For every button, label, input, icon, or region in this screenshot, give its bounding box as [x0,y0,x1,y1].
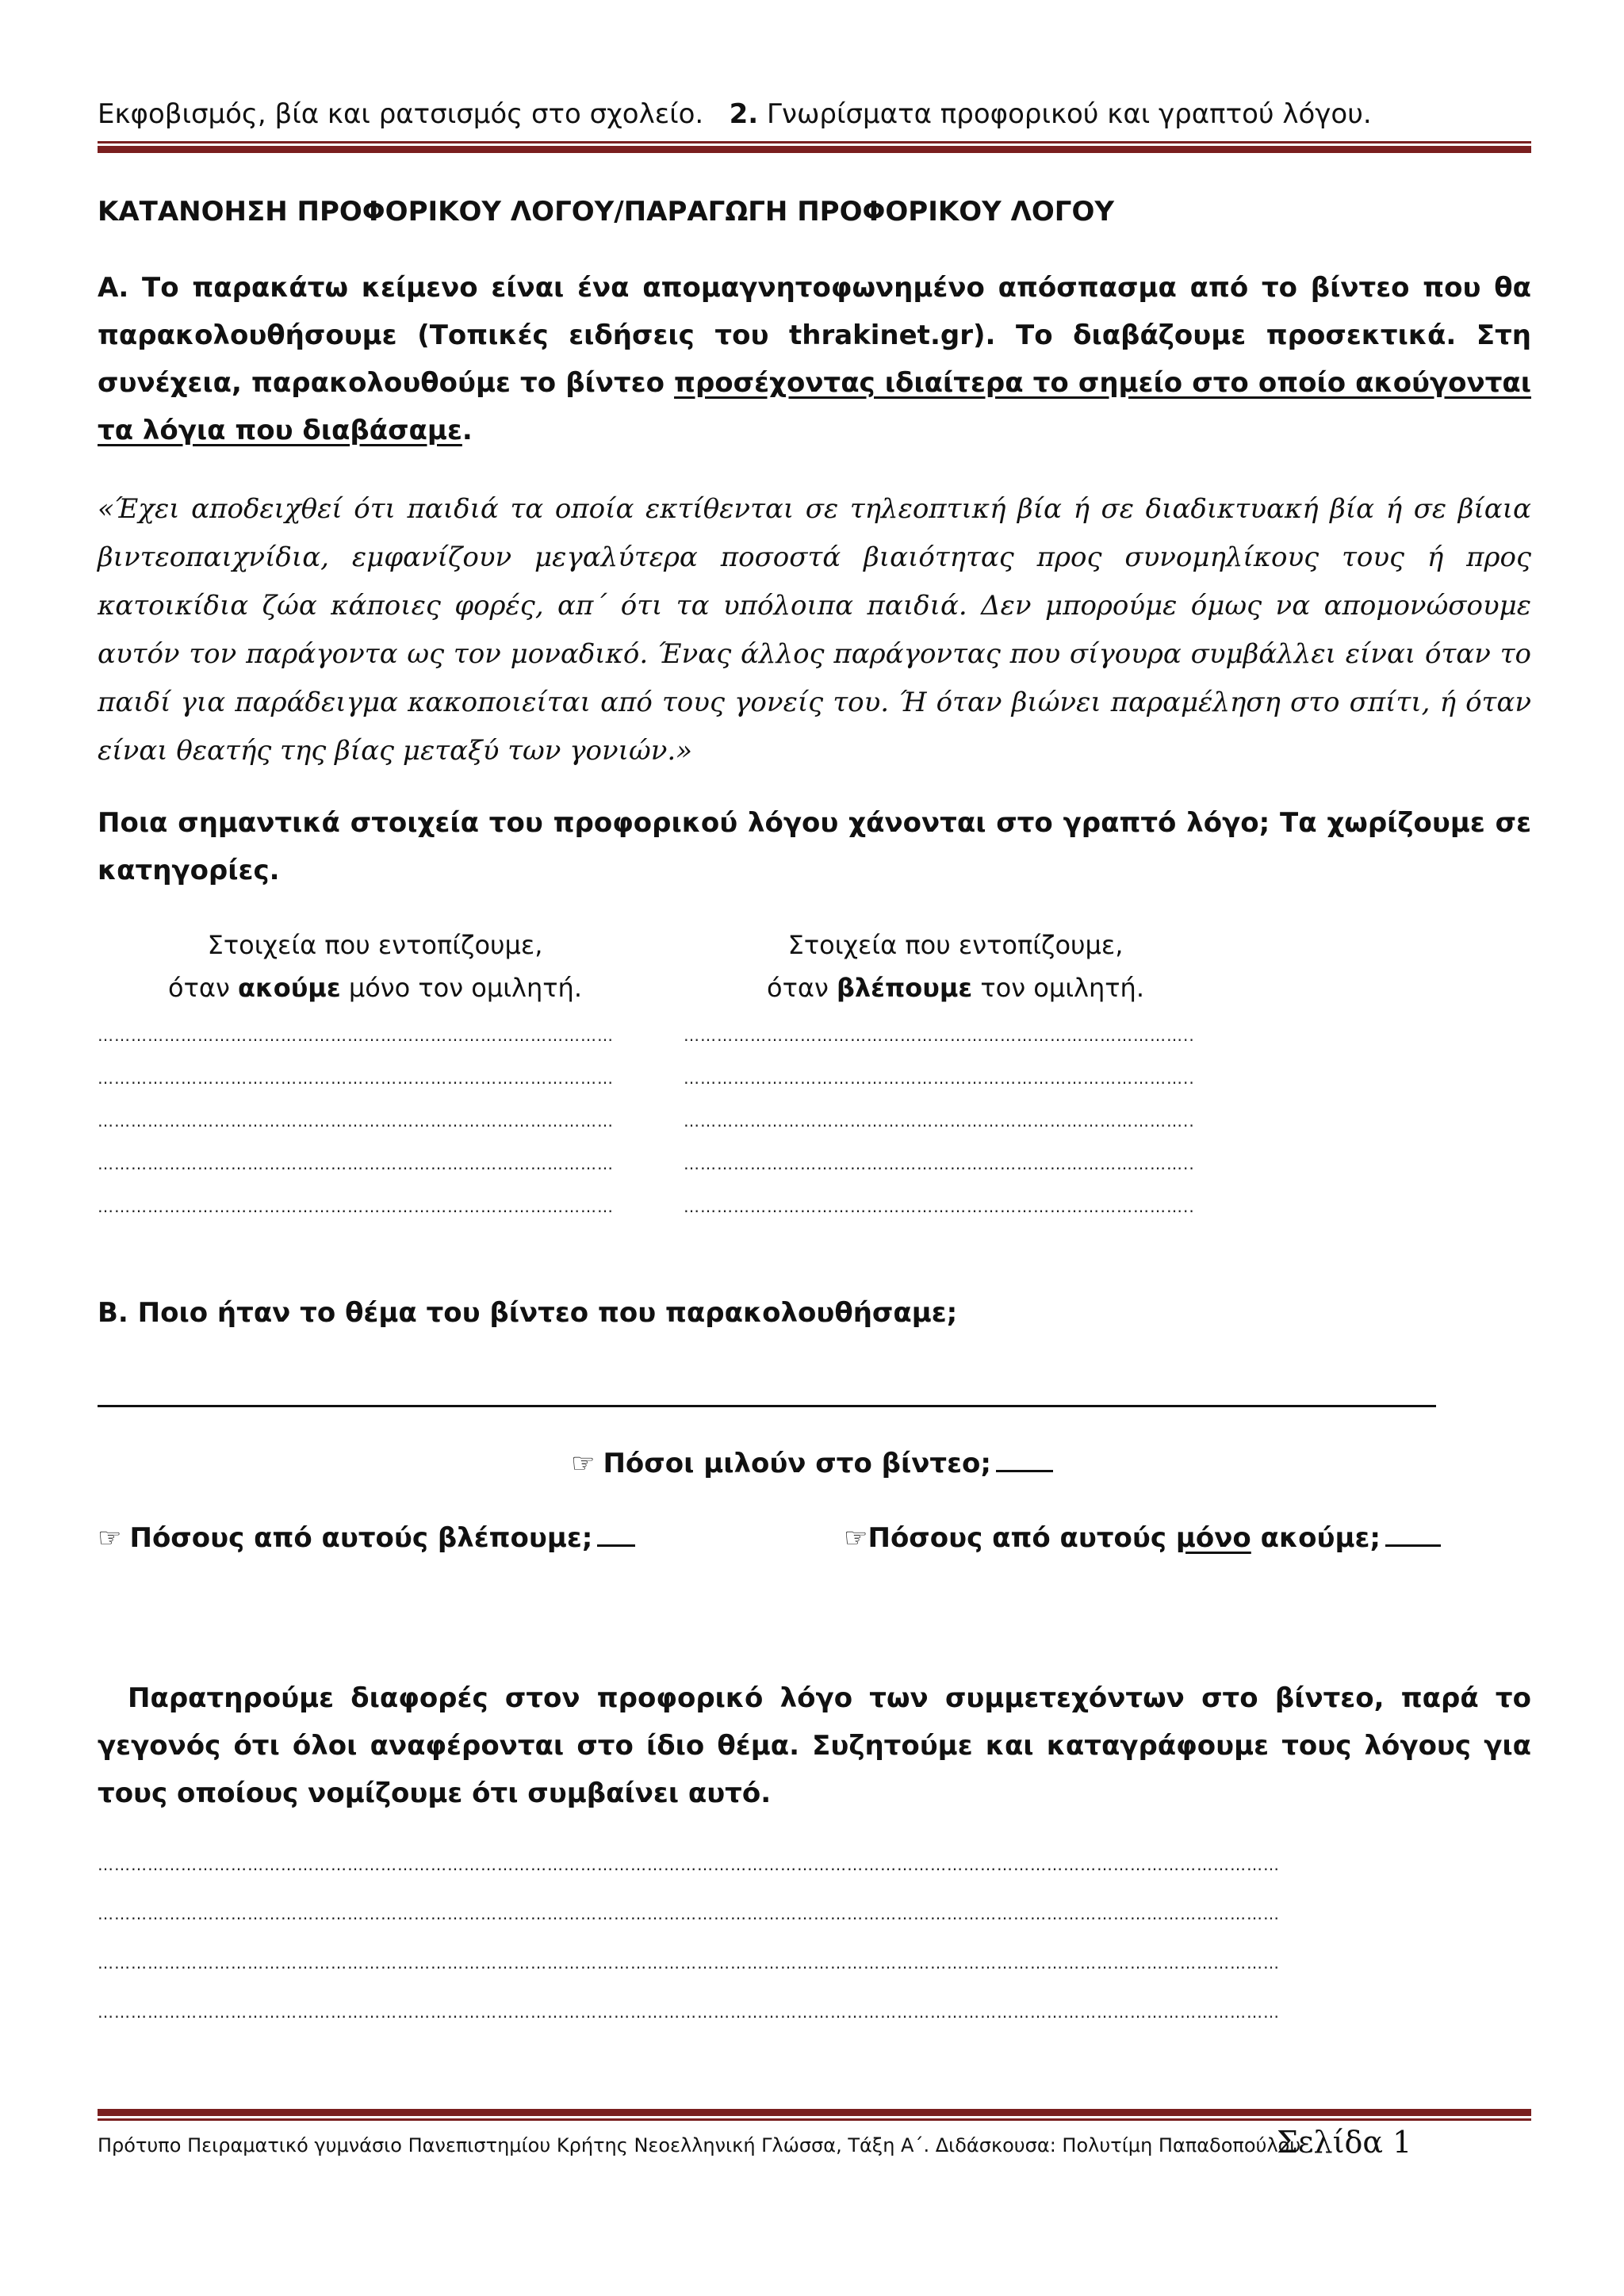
part-a-intro-end: . [462,415,473,446]
column-heading-hear-line1: Στοιχεία που εντοπίζουμε, [207,930,543,960]
page-header [98,98,1372,130]
pointing-hand-icon: ☞ [844,1522,868,1554]
footer-text: Πρότυπο Πειραματικό γυμνάσιο Πανεπιστημίου Κρήτης Νεοελληνική Γλώσσα, Τάξη Α΄. Διδάσκουσα: Πολυτίμη Παπαδοπούλου [98,2134,1301,2156]
question-how-many-hear: ☞Πόσους από αυτούς μόνο ακούμε; [844,1522,1441,1554]
blank-seen-count[interactable] [597,1538,635,1547]
column-heading-see-line2: όταν βλέπουμε τον ομιλητή. [767,973,1144,1003]
answer-dots-see-4[interactable]: ……………………………………………………………………………….. [684,1154,1195,1173]
answer-dots-hear-1[interactable]: ………………………………………………………………………………… [98,1026,614,1045]
page-number: Σελίδα 1 [1277,2125,1412,2160]
blank-heard-count[interactable] [1385,1538,1441,1547]
pointing-hand-icon: ☞ [570,1448,596,1479]
part-a-intro [98,264,1531,454]
section-title: ΚΑΤΑΝΟΗΣΗ ΠΡΟΦΟΡΙΚΟΥ ΛΟΓΟΥ/ΠΑΡΑΓΩΓΗ ΠΡΟΦΟΡΙΚΟΥ ΛΟΓΟΥ [98,196,1114,228]
answer-dots-reasons-2[interactable]: …………………………………………………………………………………………………………………………………………………………………………………………… [98,1904,1280,1923]
column-heading-hear-line2: όταν ακούμε μόνο τον ομιλητή. [168,973,582,1003]
footer-rule-thin [98,2118,1531,2121]
answer-dots-reasons-3[interactable]: …………………………………………………………………………………………………………………………………………………………………………………………… [98,1954,1280,1973]
answer-dots-hear-2[interactable]: ………………………………………………………………………………… [98,1069,614,1088]
header-rule-thick [98,146,1531,153]
pointing-hand-icon: ☞ [98,1522,122,1554]
question-how-many-see: ☞ Πόσους από αυτούς βλέπουμε; [98,1522,635,1554]
answer-dots-reasons-4[interactable]: …………………………………………………………………………………………………………………………………………………………………………………………… [98,2003,1280,2022]
transcript-quote: «Έχει αποδειχθεί ότι παιδιά τα οποία εκτίθενται σε τηλεοπτική βία ή σε διαδικτυακή βία ή σε βίαια βιντεοπαιχνίδια, εμφανίζουν μεγαλύτερα ποσοστά βιαιότητας προς συνομηλίκους τους ή προς κατοικίδια ζώα κάποιες φορές, απ΄ ότι τα υπόλοιπα παιδιά. Δεν μπορούμε όμως να απομονώσουμε αυτόν τον παράγοντα ως τον μοναδικό. Ένας άλλος παράγοντας που σίγουρα συμβάλλει είναι όταν το παιδί για παράδειγμα κακοποιείται από τους γονείς του. Ή όταν βιώνει παραμέληση στο σπίτι, ή όταν είναι θεατής της βίας μεταξύ των γονιών.» [98,493,1531,767]
answer-dots-see-1[interactable]: ……………………………………………………………………………….. [684,1026,1195,1045]
answer-dots-hear-5[interactable]: ………………………………………………………………………………… [98,1197,614,1216]
header-subtitle: Γνωρίσματα προφορικού και γραπτού λόγου. [767,98,1372,130]
question-how-many-speak: ☞ Πόσοι μιλούν στο βίντεο; [0,1448,1624,1479]
answer-dots-hear-3[interactable]: ………………………………………………………………………………… [98,1112,614,1131]
header-rule-thin [98,141,1531,144]
blank-speakers-count[interactable] [996,1464,1053,1472]
part-b-observation: Παρατηρούμε διαφορές στον προφορικό λόγο των συμμετεχόντων στο βίντεο, παρά το γεγονός ότι όλοι αναφέρονται στο ίδιο θέμα. Συζητούμε και καταγράφουμε τους λόγους για τους οποίους νομίζουμε ότι συμβαίνει αυτό. [98,1682,1531,1809]
answer-dots-see-3[interactable]: ……………………………………………………………………………….. [684,1112,1195,1131]
part-b-answer-line[interactable] [98,1405,1436,1407]
header-number: 2. [729,98,759,130]
column-heading-see-line1: Στοιχεία που εντοπίζουμε, [787,930,1124,960]
answer-dots-see-2[interactable]: ……………………………………………………………………………….. [684,1069,1195,1088]
footer-rule-thick [98,2109,1531,2116]
column-heading-hear [98,924,653,1009]
part-a-question: Ποια σημαντικά στοιχεία του προφορικού λόγου χάνονται στο γραπτό λόγο; Τα χωρίζουμε σε κατηγορίες. [98,807,1531,886]
header-topic: Εκφοβισμός, βία και ρατσισμός στο σχολείο. [98,98,704,130]
part-a-intro-text: Α. Το παρακάτω κείμενο είναι ένα απομαγνητοφωνημένο απόσπασμα από το βίντεο που θα παρακολουθήσουμε (Τοπικές ειδήσεις του thrakinet.gr). Το διαβάζουμε προσεκτικά. Στη συνέχεια, παρακολουθούμε το βίντεο [98,272,1531,399]
answer-dots-see-5[interactable]: ……………………………………………………………………………….. [684,1197,1195,1216]
column-heading-see [684,924,1228,1009]
answer-dots-reasons-1[interactable]: …………………………………………………………………………………………………………………………………………………………………………………………… [98,1855,1280,1874]
part-b-question: Β. Ποιο ήταν το θέμα του βίντεο που παρακολουθήσαμε; [98,1297,958,1329]
part-a-intro-underlined: προσέχοντας ιδιαίτερα το σημείο στο οποίο ακούγονται τα λόγια που διαβάσαμε [98,367,1531,446]
answer-dots-hear-4[interactable]: ………………………………………………………………………………… [98,1154,614,1173]
